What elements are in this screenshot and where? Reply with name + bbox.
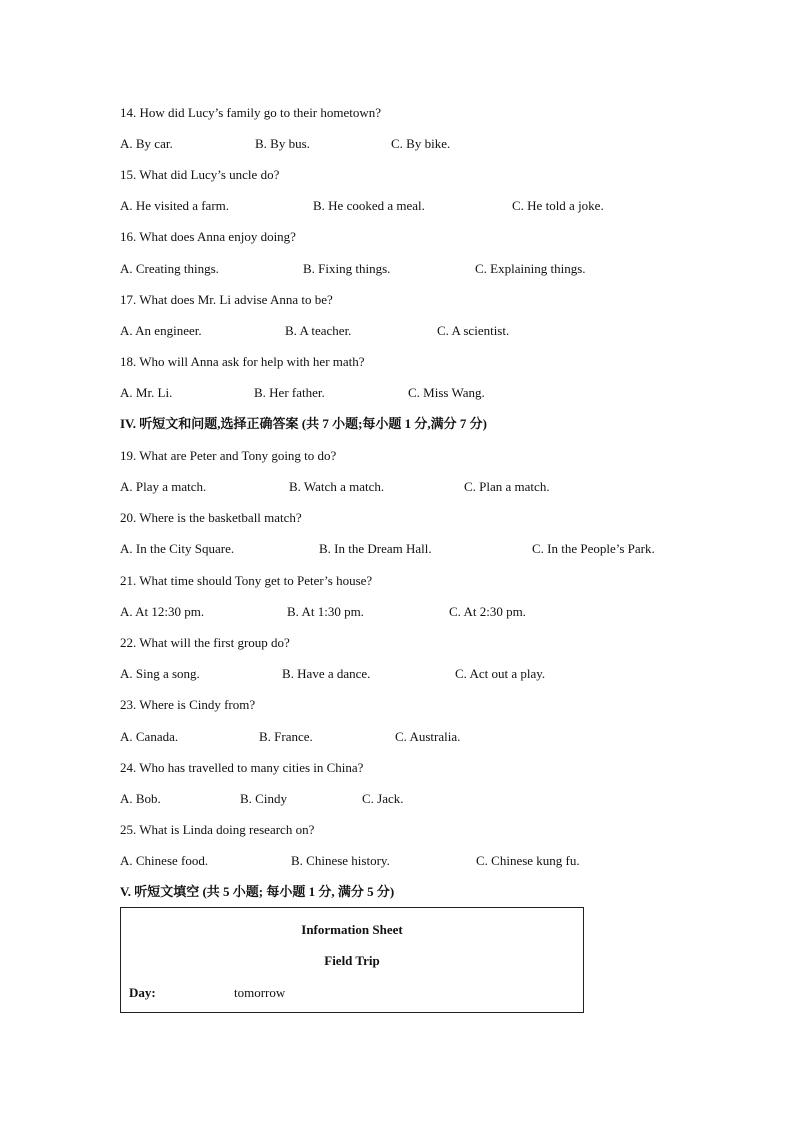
q19-option-b: B. Watch a match. [289,479,385,494]
question-21: 21. What time should Tony get to Peter’s house? [120,573,373,588]
q18-option-c: C. Miss Wang. [408,385,485,400]
q23-option-a: A. Canada. [120,729,179,744]
q24-option-b: B. Cindy [240,791,287,806]
q14-option-c: C. By bike. [391,136,451,151]
question-23: 23. Where is Cindy from? [120,697,256,712]
q19-option-a: A. Play a match. [120,479,207,494]
q16-option-a: A. Creating things. [120,261,219,276]
q16-option-c: C. Explaining things. [475,261,586,276]
q14-option-b: B. By bus. [255,136,310,151]
section-v-heading: V. 听短文填空 (共 5 小题; 每小题 1 分, 满分 5 分) [120,884,395,899]
q19-option-c: C. Plan a match. [464,479,550,494]
q22-option-c: C. Act out a play. [455,666,546,681]
q16-option-b: B. Fixing things. [303,261,391,276]
q17-option-b: B. A teacher. [285,323,352,338]
section-iv-heading: IV. 听短文和问题,选择正确答案 (共 7 小题;每小题 1 分,满分 7 分) [120,416,488,431]
question-19: 19. What are Peter and Tony going to do? [120,448,337,463]
question-15: 15. What did Lucy’s uncle do? [120,167,280,182]
q18-option-b: B. Her father. [254,385,325,400]
question-18: 18. Who will Anna ask for help with her math? [120,354,365,369]
q23-option-b: B. France. [259,729,313,744]
q21-option-b: B. At 1:30 pm. [287,604,364,619]
q17-option-c: C. A scientist. [437,323,510,338]
q22-option-b: B. Have a dance. [282,666,371,681]
q24-option-c: C. Jack. [362,791,404,806]
question-25: 25. What is Linda doing research on? [120,822,315,837]
sheet-title: Information Sheet [301,922,403,937]
q18-option-a: A. Mr. Li. [120,385,173,400]
question-17: 17. What does Mr. Li advise Anna to be? [120,292,333,307]
q15-option-a: A. He visited a farm. [120,198,230,213]
q21-option-a: A. At 12:30 pm. [120,604,205,619]
q24-option-a: A. Bob. [120,791,161,806]
question-24: 24. Who has travelled to many cities in China? [120,760,364,775]
question-22: 22. What will the first group do? [120,635,290,650]
q25-option-a: A. Chinese food. [120,853,209,868]
q20-option-a: A. In the City Square. [120,541,235,556]
question-16: 16. What does Anna enjoy doing? [120,229,296,244]
q25-option-c: C. Chinese kung fu. [476,853,580,868]
information-sheet [120,907,584,1013]
sheet-subtitle: Field Trip [324,953,380,968]
day-label: Day: [129,985,156,1000]
q15-option-b: B. He cooked a meal. [313,198,425,213]
q23-option-c: C. Australia. [395,729,461,744]
q20-option-c: C. In the People’s Park. [532,541,655,556]
q20-option-b: B. In the Dream Hall. [319,541,432,556]
q25-option-b: B. Chinese history. [291,853,390,868]
q17-option-a: A. An engineer. [120,323,202,338]
q14-option-a: A. By car. [120,136,173,151]
question-14: 14. How did Lucy’s family go to their hometown? [120,105,382,120]
day-value: tomorrow [234,985,286,1000]
question-20: 20. Where is the basketball match? [120,510,302,525]
q21-option-c: C. At 2:30 pm. [449,604,526,619]
q15-option-c: C. He told a joke. [512,198,604,213]
q22-option-a: A. Sing a song. [120,666,200,681]
